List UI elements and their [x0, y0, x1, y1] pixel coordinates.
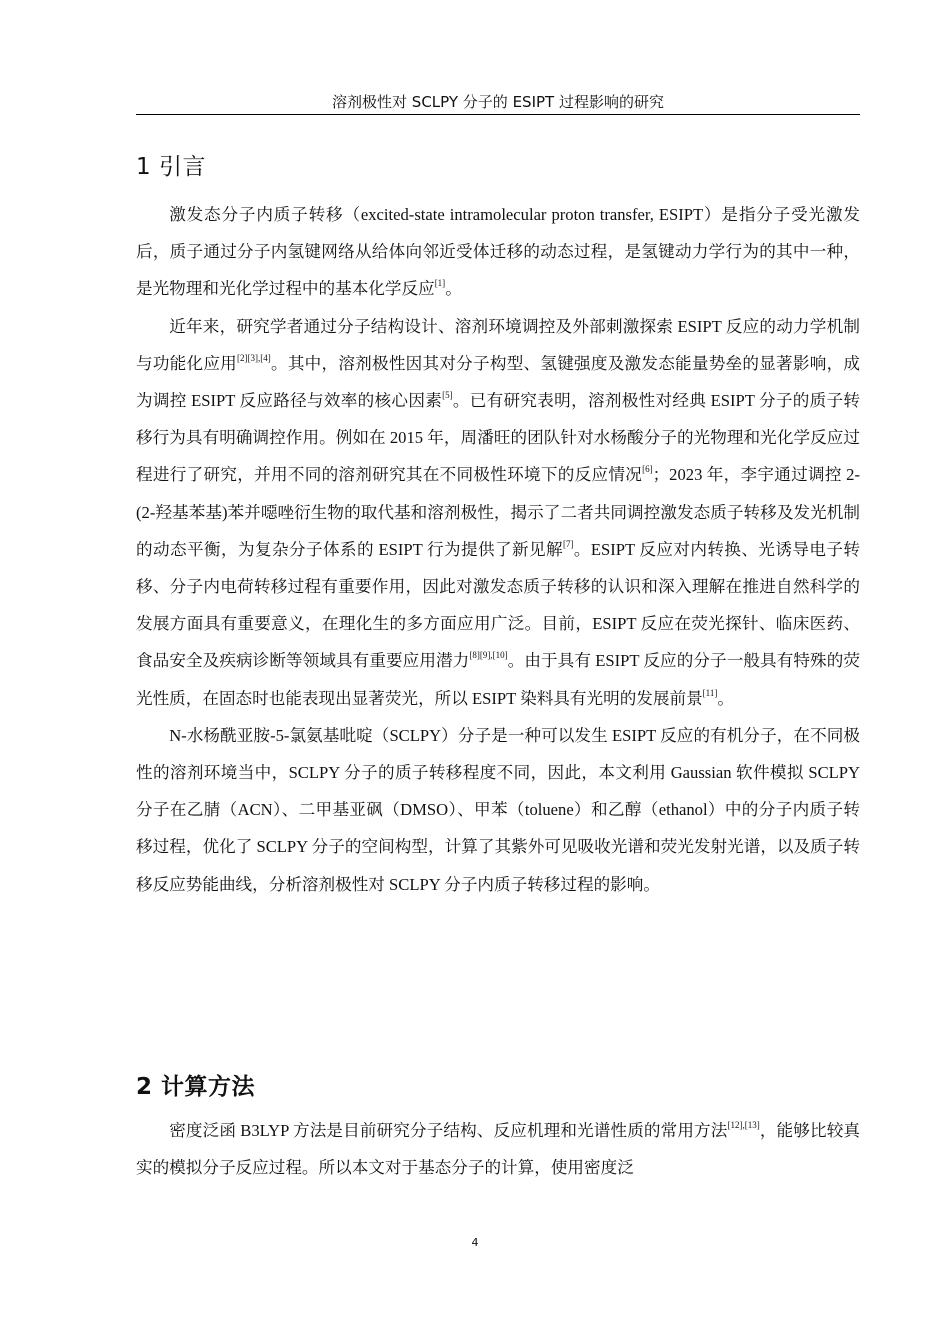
paragraph-text: 密度泛函 B3LYP 方法是目前研究分子结构、反应机理和光谱性质的常用方法 — [169, 1121, 728, 1140]
citation: [2][3],[4] — [237, 352, 271, 363]
paragraph-text: 。 — [445, 279, 462, 299]
section-heading-methods: 2 计算方法 — [136, 1074, 256, 1100]
citation: [7] — [563, 538, 574, 549]
citation: [6] — [642, 464, 653, 475]
page-number: 4 — [471, 1236, 479, 1249]
methods-paragraph-1 — [136, 1112, 860, 1186]
methods-body — [136, 1112, 860, 1186]
introduction-body — [136, 196, 860, 903]
paragraph-text: N-水杨酰亚胺-5-氯氨基吡啶（SCLPY）分子是一种可以发生 ESIPT 反应的有机分子，在不同极性的溶剂环境当中，SCLPY 分子的质子转移程度不同，因此，本文利用 Gaussian 软件模拟 SCLPY 分子在乙腈（ACN）、二甲基亚砜（DMSO）、甲苯（toluene）和乙醇（ethanol）中的分子内质子转移过程，优化了 SCLPY 分子的空间构型，计算了其紫外可见吸收光谱和荧光发射光谱，以及质子转移反应势能曲线，分析溶剂极性对 SCLPY 分子内质子转移过程的影响。 — [136, 725, 860, 894]
paragraph-text: 近年来，研究学者通过分子结构设计、溶剂环境调控及外部刺激探索 ESIPT 反应的动力学机制与功能化应用 — [136, 316, 860, 373]
header-rule — [136, 114, 860, 115]
citation: [11] — [702, 687, 718, 698]
intro-paragraph-1 — [136, 196, 860, 308]
citation: [5] — [442, 390, 453, 401]
paragraph-text: 激发态分子内质子转移（excited-state intramolecular proton transfer, ESIPT）是指分子受光激发后，质子通过分子内氢键网络从给体向邻近受体迁移的动态过程，是氢键动力学行为的其中一种，是光物理和光化学过程中的基本化学反应 — [136, 205, 860, 299]
paragraph-text: ；2023 年，李宇通过调控 2-(2-羟基苯基)苯并噁唑衍生物的取代基和溶剂极性，揭示了二者共同调控激发态质子转移及发光机制的动态平衡，为复杂分子体系的 ESIPT 行为提供了新见解 — [136, 465, 861, 559]
paragraph-text: 。由于具有 ESIPT 反应的分子一般具有特殊的荧光性质，在固态时也能表现出显著荧光，所以 ESIPT 染料具有光明的发展前景 — [136, 651, 860, 708]
paragraph-text: ，能够比较真实的模拟分子反应过程。所以本文对于基态分子的计算，使用密度泛 — [136, 1121, 860, 1178]
paragraph-text: 。 — [717, 688, 734, 708]
citation: [1] — [434, 278, 446, 289]
paragraph-text: 。ESIPT 反应对内转换、光诱导电子转移、分子内电荷转移过程有重要作用，因此对激发态质子转移的认识和深入理解在推进自然科学的发展方面具有重要意义，在理化生的多方面应用广泛。目前，ESIPT 反应在荧光探针、临床医药、食品安全及疾病诊断等领域具有重要应用潜力 — [136, 539, 860, 671]
running-header: 溶剂极性对 SCLPY 分子的 ESIPT 过程影响的研究 — [332, 93, 664, 111]
intro-paragraph-3 — [136, 717, 860, 903]
citation: [12],[13] — [727, 1120, 760, 1130]
section-heading-introduction: 1 引言 — [136, 154, 206, 180]
intro-paragraph-2 — [136, 308, 860, 717]
paragraph-text: 。其中，溶剂极性因其对分子构型、氢键强度及激发态能量势垒的显著影响，成为调控 ESIPT 反应路径与效率的核心因素 — [136, 353, 860, 411]
paragraph-text: 。已有研究表明，溶剂极性对经典 ESIPT 分子的质子转移行为具有明确调控作用。例如在 2015 年，周潘旺的团队针对水杨酸分子的光物理和光化学反应过程进行了研究，并用不同的溶剂研究其在不同极性环境下的反应情况 — [136, 391, 860, 485]
citation: [8][9],[10] — [469, 650, 508, 661]
